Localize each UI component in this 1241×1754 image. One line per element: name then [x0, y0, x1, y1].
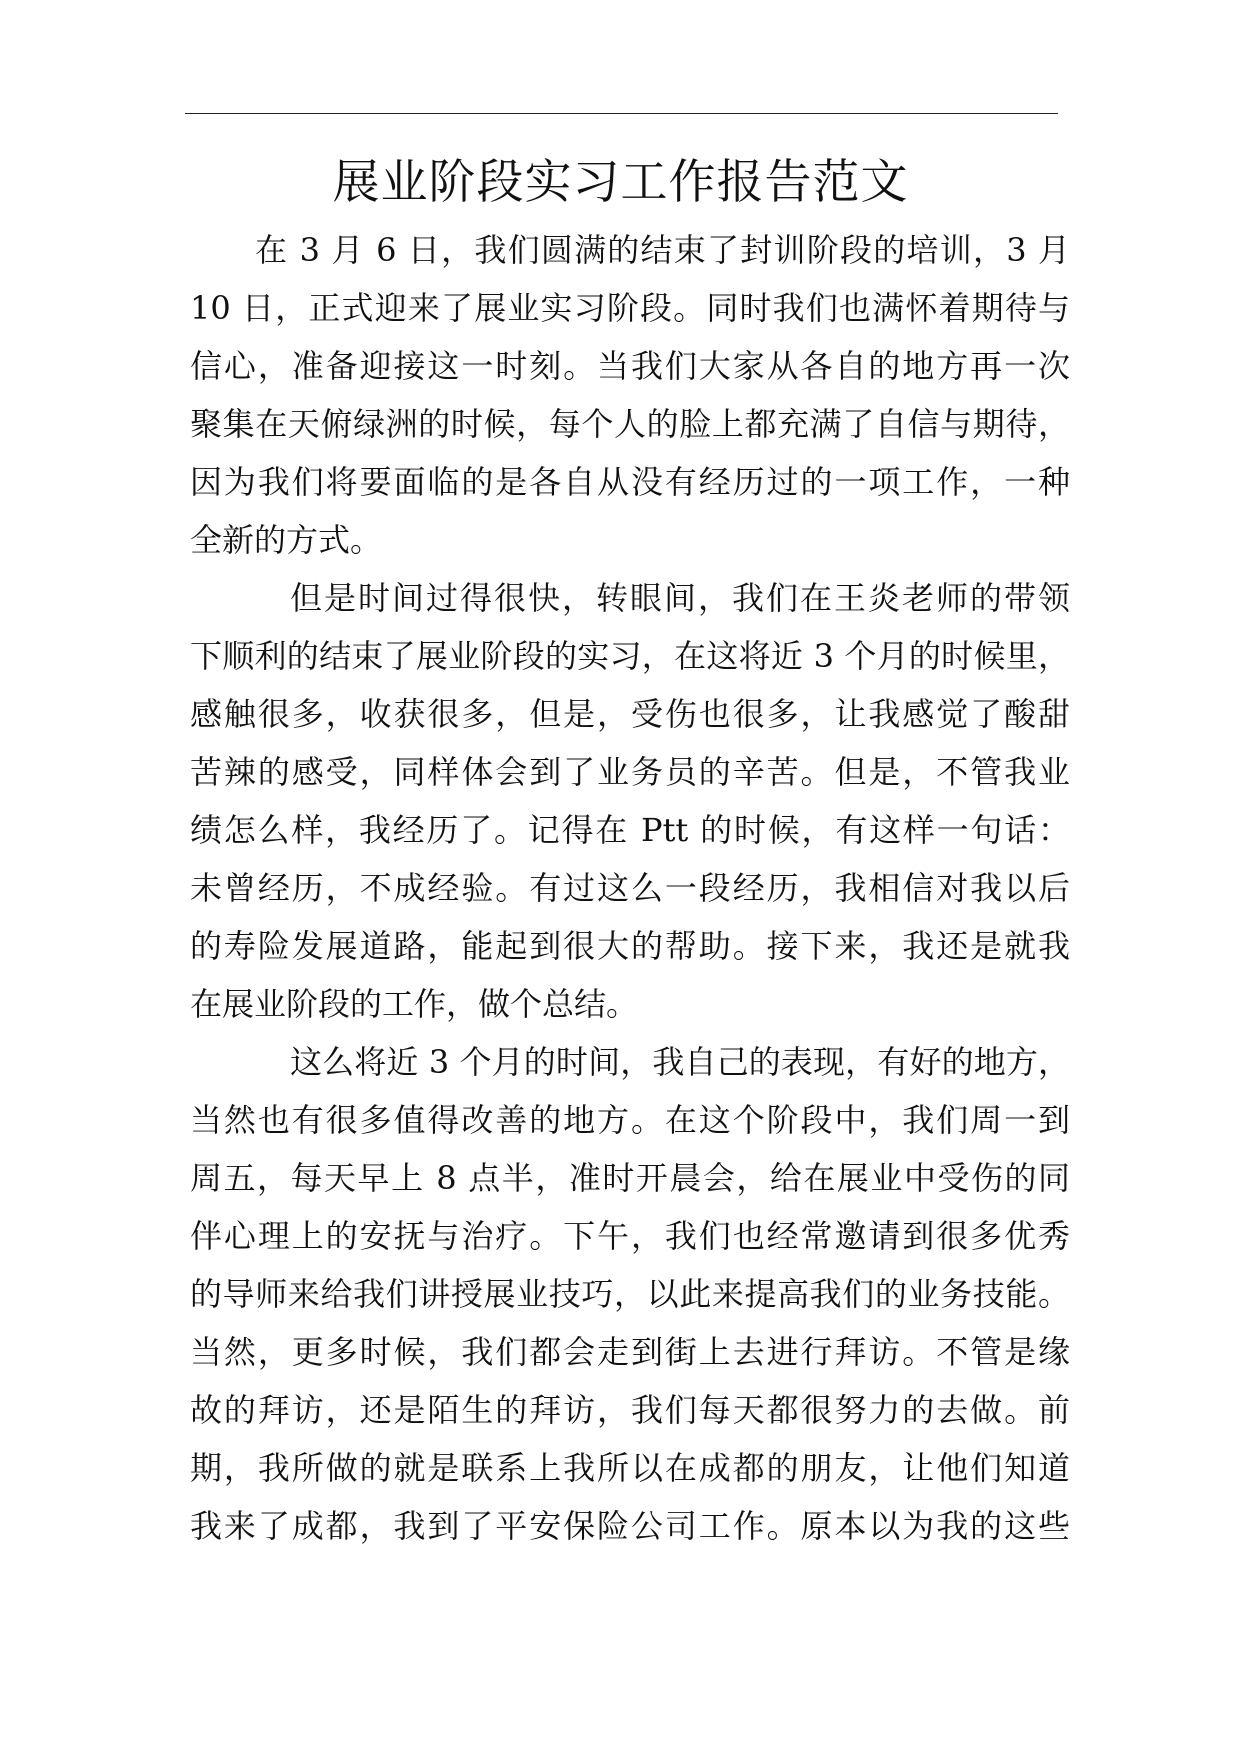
text-line: 期，我所做的就是联系上我所以在成都的朋友，让他们知道: [190, 1449, 1070, 1487]
text-line: 10 日，正式迎来了展业实习阶段。同时我们也满怀着期待与: [190, 289, 1070, 327]
text-line: 当然也有很多值得改善的地方。在这个阶段中，我们周一到: [190, 1101, 1070, 1139]
text-line: 未曾经历，不成经验。有过这么一段经历，我相信对我以后: [190, 869, 1070, 907]
text-line: 因为我们将要面临的是各自从没有经历过的一项工作，一种: [190, 463, 1070, 501]
text-line: 聚集在天俯绿洲的时候，每个人的脸上都充满了自信与期待，: [190, 405, 1070, 443]
text-line: 这么将近 3 个月的时间，我自己的表现，有好的地方，: [290, 1043, 1070, 1081]
text-line: 全新的方式。: [190, 521, 383, 559]
text-line: 绩怎么样，我经历了。记得在 Ptt 的时候，有这样一句话：: [190, 811, 1070, 849]
document-title: 展业阶段实习工作报告范文: [332, 155, 909, 210]
text-line: 苦辣的感受，同样体会到了业务员的辛苦。但是，不管我业: [190, 753, 1070, 791]
text-line: 故的拜访，还是陌生的拜访，我们每天都很努力的去做。前: [190, 1391, 1070, 1429]
text-line: 当然，更多时候，我们都会走到街上去进行拜访。不管是缘: [190, 1333, 1070, 1371]
text-line: 信心，准备迎接这一时刻。当我们大家从各自的地方再一次: [190, 347, 1070, 385]
header-rule: [185, 113, 1058, 114]
text-line: 在展业阶段的工作，做个总结。: [190, 985, 639, 1023]
text-line: 感触很多，收获很多，但是，受伤也很多，让我感觉了酸甜: [190, 695, 1070, 733]
text-line: 伴心理上的安抚与治疗。下午，我们也经常邀请到很多优秀: [190, 1217, 1070, 1255]
text-line: 在 3 月 6 日，我们圆满的结束了封训阶段的培训，3 月: [255, 231, 1070, 269]
text-line: 但是时间过得很快，转眼间，我们在王炎老师的带领: [290, 579, 1070, 617]
text-line: 的导师来给我们讲授展业技巧，以此来提高我们的业务技能。: [190, 1275, 1070, 1313]
text-line: 的寿险发展道路，能起到很大的帮助。接下来，我还是就我: [190, 927, 1070, 965]
text-line: 周五，每天早上 8 点半，准时开晨会，给在展业中受伤的同: [190, 1159, 1070, 1197]
text-line: 我来了成都，我到了平安保险公司工作。原本以为我的这些: [190, 1507, 1070, 1545]
text-line: 下顺利的结束了展业阶段的实习，在这将近 3 个月的时候里，: [190, 637, 1070, 675]
